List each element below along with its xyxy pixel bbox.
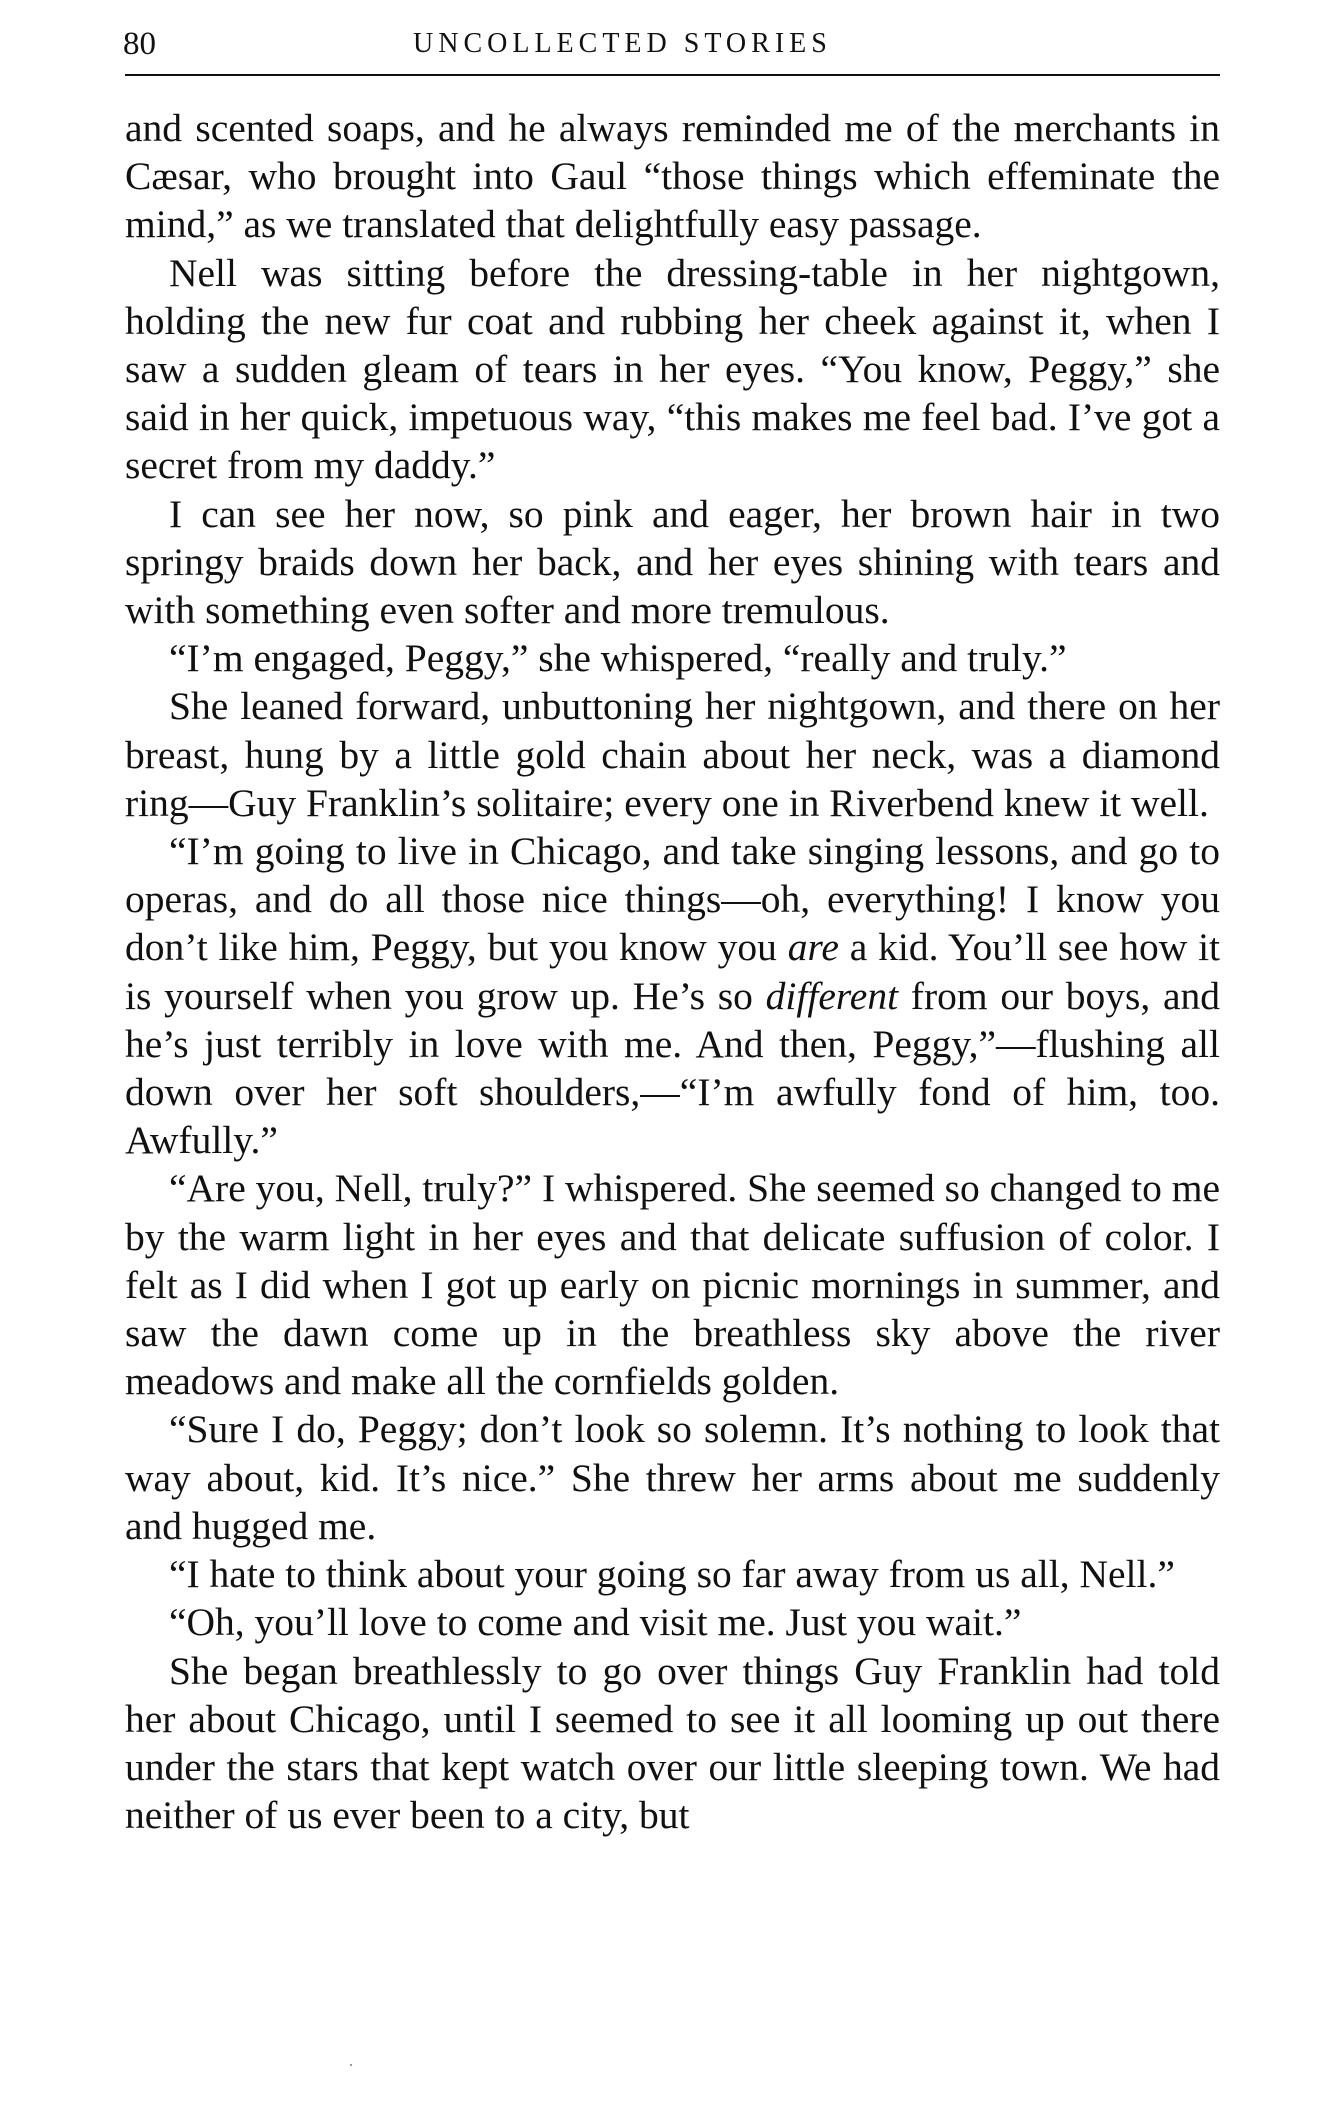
paragraph-10: “Oh, you’ll love to come and visit me. Just you wait.” (169, 1600, 1022, 1645)
paragraph-1: and scented soaps, and he always reminded me of the merchants in Cæsar, who brought into Gaul “those things which effeminate the mind,” as we translated that delightfully easy passage. (125, 106, 1220, 247)
scan-speck (350, 2064, 352, 2066)
paragraph-6-part-2: a kid. You’ll see how it is yourself when you grow up. He’s so (125, 925, 1221, 1018)
paragraph-7: “Are you, Nell, truly?” I whispered. She seemed so changed to me by the warm light in her eyes and that delicate suffusion of color. I felt as I did when I got up early on picnic mornings in summer, and saw the dawn come up in the breathless sky above the river meadows and make all the cornfields golden. (125, 1166, 1220, 1404)
paragraph-2: Nell was sitting before the dressing-table in her nightgown, holding the new fur coat and rubbing her cheek against it, when I saw a sudden gleam of tears in her eyes. “You know, Peggy,” she said in her quick, impetuous way, “this makes me feel bad. I’ve got a secret from my daddy.” (125, 250, 1220, 488)
paragraph-8: “Sure I do, Peggy; don’t look so solemn. It’s nothing to look that way about, kid. It’s nice.” She threw her arms about me suddenly and hugged me. (125, 1407, 1220, 1548)
paragraph-6-part-3: from our boys, and he’s just terribly in love with me. And then, Peggy,”—flushing all down over her soft shoulders,—“I’m awfully fond of him, too. Awfully.” (125, 973, 1221, 1163)
header-rule (125, 74, 1220, 76)
paragraph-6 (125, 827, 1220, 1164)
running-title: UNCOLLECTED STORIES (413, 28, 832, 59)
emphasis-are: are (787, 925, 839, 970)
paragraph-3: I can see her now, so pink and eager, her brown hair in two springy braids down her back, and her eyes shining with tears and with something even softer and more tremulous. (125, 491, 1220, 633)
paragraph-4: “I’m engaged, Peggy,” she whispered, “really and truly.” (169, 636, 1067, 681)
running-head (125, 22, 1220, 66)
emphasis-different: different (765, 973, 899, 1018)
paragraph-9: “I hate to think about your going so far away from us all, Nell.” (169, 1552, 1175, 1597)
page-number: 80 (123, 26, 156, 62)
body-text (125, 104, 1220, 1839)
paragraph-11: She began breathlessly to go over things Guy Franklin had told her about Chicago, until I seemed to see it all looming up out there under the stars that kept watch over our little sleeping town. We had neither of us ever been to a city, but (125, 1648, 1220, 1838)
paragraph-5: She leaned forward, unbuttoning her nightgown, and there on her breast, hung by a little gold chain about her neck, was a diamond ring—Guy Franklin’s solitaire; every one in Riverbend knew it well. (125, 684, 1220, 825)
paragraph-6-part-1: “I’m going to live in Chicago, and take singing lessons, and go to operas, and do all those nice things—oh, everything! I know you don’t like him, Peggy, but you know you (125, 829, 1220, 970)
